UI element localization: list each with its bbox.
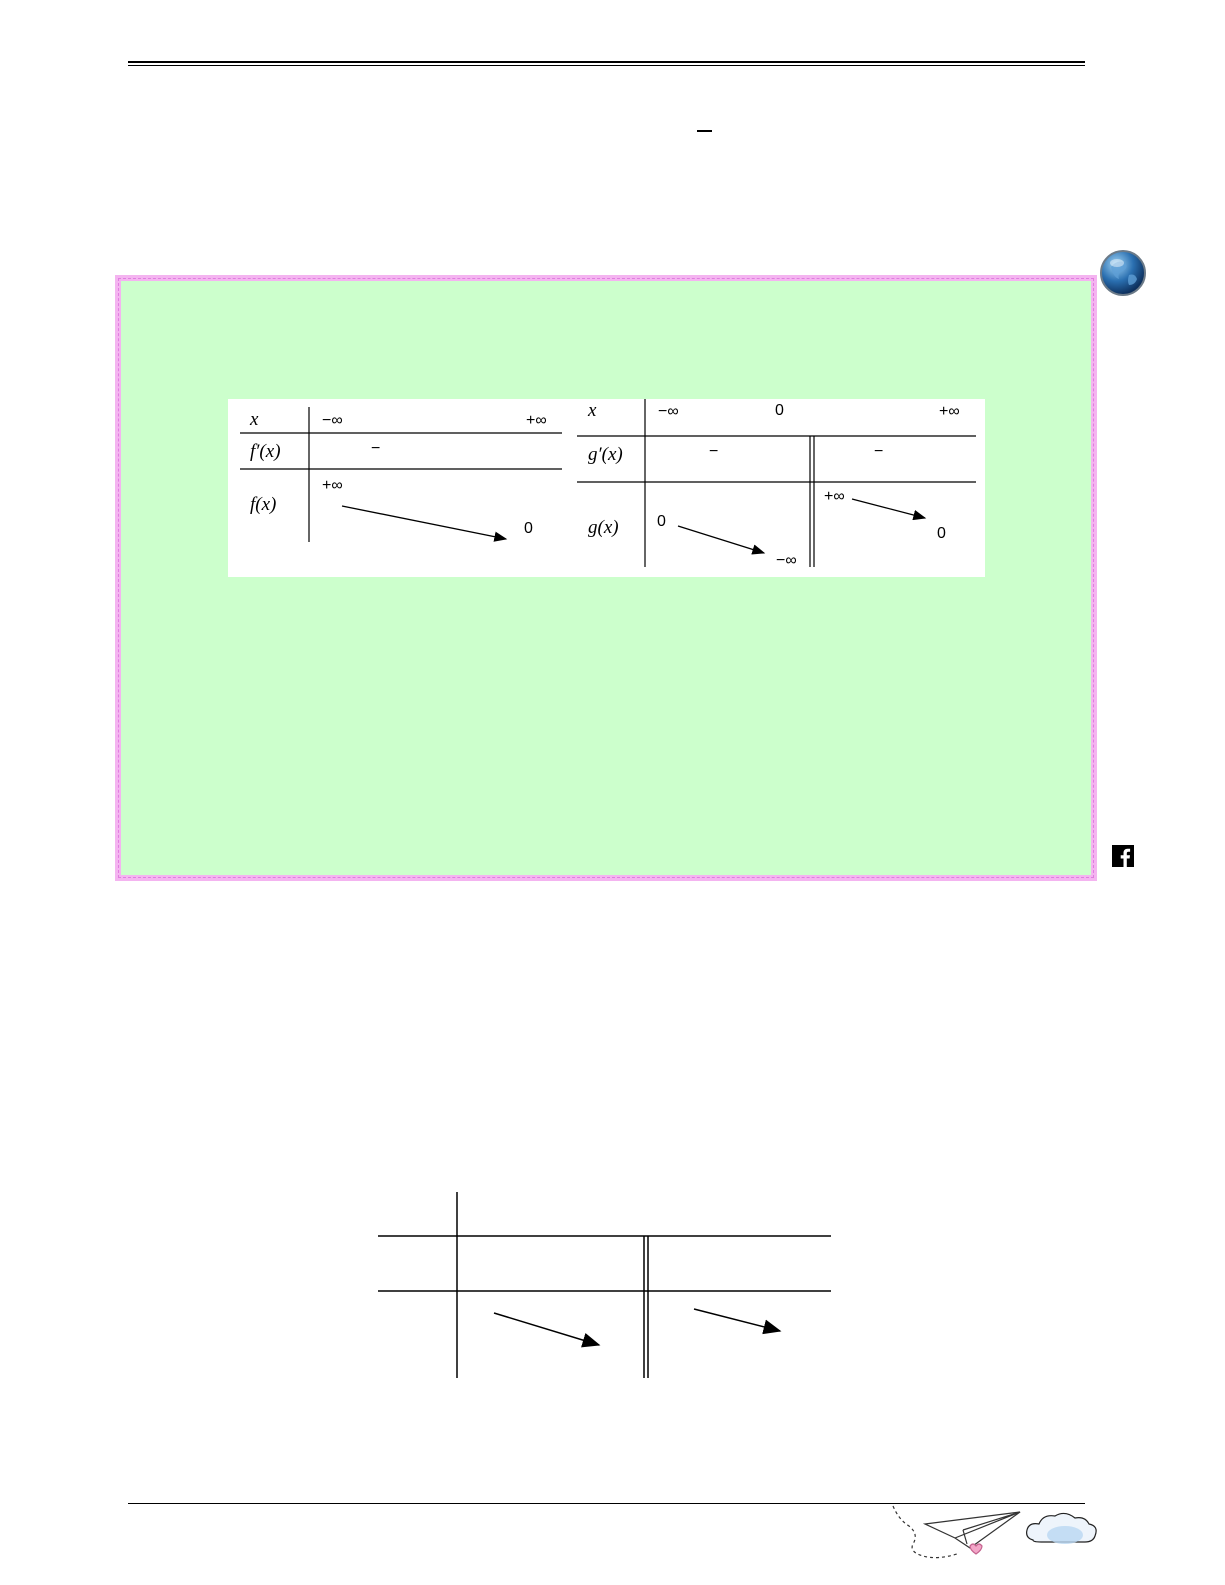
table-f-var-label: x [250, 409, 259, 430]
fraction-bar-mark [697, 130, 712, 132]
table-g-deriv-label: g′(x) [588, 444, 623, 465]
header-rule-thin [128, 65, 1085, 66]
table-g-var-label: x [588, 400, 597, 421]
table-g-left-arrow [678, 526, 764, 553]
table-f-deriv-sign: − [371, 440, 381, 457]
table-g-right-start: +∞ [824, 488, 845, 505]
table-g-x-left: −∞ [658, 403, 679, 420]
table-g-x-mid: 0 [775, 402, 784, 419]
table-g-func-label: g(x) [588, 517, 619, 538]
table-g-grid [577, 399, 976, 567]
empty-variation-table [378, 1192, 833, 1378]
table-g-deriv-sign-right: − [874, 443, 884, 460]
table-g-deriv-sign-left: − [709, 443, 719, 460]
globe-icon[interactable] [1099, 249, 1147, 297]
facebook-icon[interactable] [1112, 845, 1134, 867]
cloud-icon [1027, 1513, 1097, 1544]
table-f-decreasing-arrow [342, 506, 506, 539]
paper-plane-icon [893, 1506, 1020, 1558]
variation-tables-panel [228, 399, 985, 577]
table-f-grid [240, 407, 562, 542]
highlight-box [115, 275, 1097, 881]
footer-decoration [885, 1500, 1110, 1562]
empty-table-right-arrow [694, 1309, 780, 1331]
table-f-deriv-label: f′(x) [250, 441, 281, 462]
table-f-x-left: −∞ [322, 412, 343, 429]
empty-table-left-arrow [494, 1313, 599, 1345]
table-f-func-label: f(x) [250, 494, 277, 515]
table-g-left-start: 0 [657, 513, 666, 530]
table-f-x-right: +∞ [526, 412, 547, 429]
table-f-val-bottom: 0 [524, 520, 533, 537]
table-g-right-end: 0 [937, 525, 946, 542]
header-rule-thick [128, 61, 1085, 63]
table-g-right-arrow [852, 499, 925, 518]
table-g-x-right: +∞ [939, 403, 960, 420]
table-f-val-top: +∞ [322, 477, 343, 494]
empty-table-grid [378, 1192, 831, 1378]
table-g-left-end: −∞ [776, 552, 797, 569]
